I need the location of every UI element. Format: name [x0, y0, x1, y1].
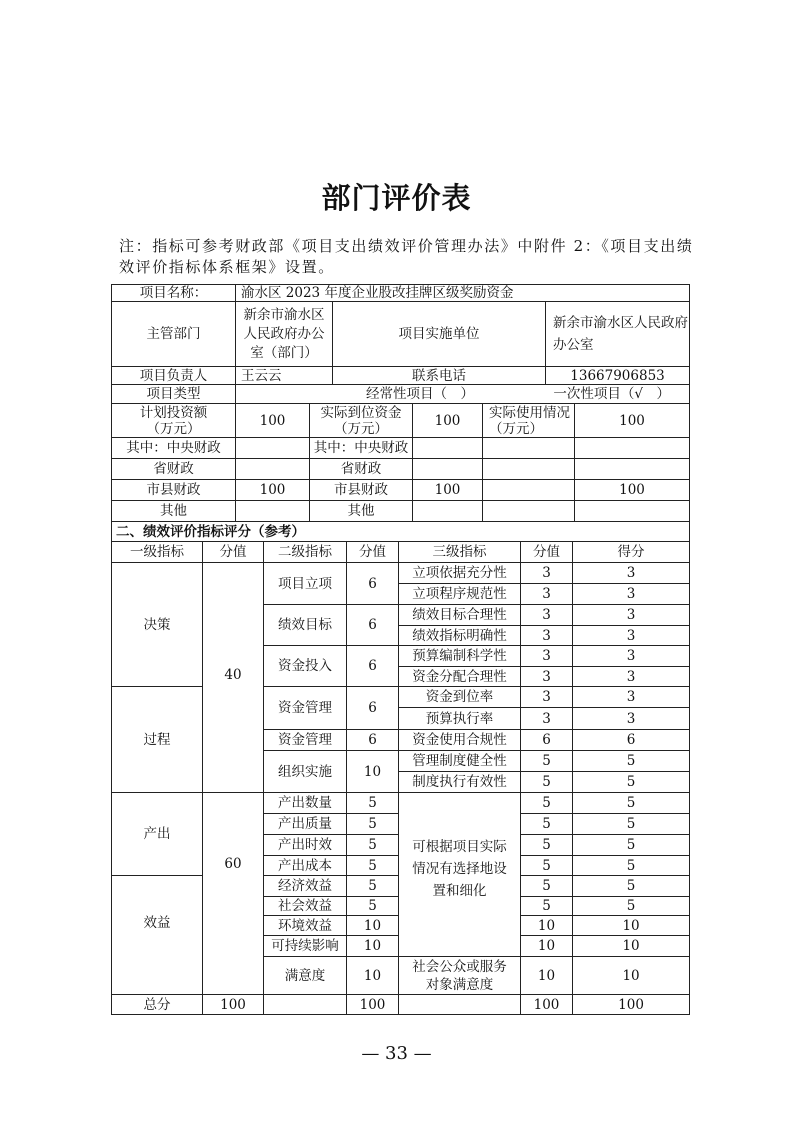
funding-label: 省财政	[310, 459, 413, 480]
funding-value: 100	[236, 480, 310, 501]
type-regular: 经常性项目（ ）	[366, 386, 474, 402]
level3-name: 资金分配合理性	[399, 667, 521, 687]
level3-name: 资金使用合规性	[399, 730, 521, 751]
level2-score: 6	[347, 605, 399, 646]
level3-score: 6	[521, 730, 573, 751]
level2-name: 满意度	[264, 957, 347, 995]
level1-benefit: 效益	[112, 876, 203, 995]
level3-got: 5	[573, 751, 690, 772]
level3-score: 10	[521, 957, 573, 995]
used-value: 100	[575, 404, 690, 438]
level3-score: 3	[521, 687, 573, 708]
level1-decision: 决策	[112, 563, 203, 687]
dept-value: 新余市渝水区人民政府办公室（部门）	[236, 302, 333, 367]
level3-score: 3	[521, 626, 573, 646]
level2-score: 5	[347, 856, 399, 876]
level2-name: 产出质量	[264, 814, 347, 835]
level3-got: 5	[573, 876, 690, 897]
level3-got: 3	[573, 687, 690, 708]
level2-name: 产出数量	[264, 793, 347, 814]
level3-got: 3	[573, 708, 690, 730]
level3-got: 3	[573, 667, 690, 687]
funding-value	[575, 438, 690, 459]
funding-value: 100	[575, 480, 690, 501]
level2-score: 10	[347, 936, 399, 957]
header-cell: 分值	[347, 542, 399, 563]
level2-name: 资金管理	[264, 730, 347, 751]
level3-got: 3	[573, 605, 690, 626]
funding-label: 其他	[112, 501, 236, 522]
funding-label: 其中：中央财政	[112, 438, 236, 459]
level2-score: 5	[347, 897, 399, 916]
level2-score: 6	[347, 730, 399, 751]
page-title: 部门评价表	[321, 181, 472, 215]
level3-got: 3	[573, 626, 690, 646]
level3-score: 3	[521, 646, 573, 667]
funding-row	[112, 501, 690, 522]
level2-score: 6	[347, 646, 399, 687]
level2-name: 产出时效	[264, 835, 347, 856]
funding-value	[483, 438, 575, 459]
level3-score: 3	[521, 563, 573, 584]
level2-name: 资金管理	[264, 687, 347, 730]
level3-score: 5	[521, 793, 573, 814]
level1-output: 产出	[112, 793, 203, 876]
level3-got: 3	[573, 584, 690, 605]
total-label: 总分	[112, 995, 203, 1015]
funding-row	[112, 438, 690, 459]
funding-row	[112, 459, 690, 480]
level3-got: 3	[573, 563, 690, 584]
level3-got: 5	[573, 772, 690, 793]
level3-got: 10	[573, 957, 690, 995]
level3-got: 5	[573, 814, 690, 835]
level3-score: 10	[521, 916, 573, 936]
total-value	[264, 995, 347, 1015]
level3-got: 5	[573, 897, 690, 916]
level2-name: 产出成本	[264, 856, 347, 876]
funding-value	[575, 459, 690, 480]
project-name-label: 项目名称：	[112, 285, 236, 302]
type-label: 项目类型	[112, 385, 236, 404]
section-title: 二、绩效评价指标评分（参考）	[112, 522, 690, 542]
phone-label: 联系电话	[333, 367, 546, 385]
level3-score: 5	[521, 856, 573, 876]
level3-got: 10	[573, 916, 690, 936]
type-value	[236, 385, 690, 404]
level3-name: 资金到位率	[399, 687, 521, 708]
header-cell: 三级指标	[399, 542, 521, 563]
level1-score-40: 40	[203, 563, 264, 793]
header-cell: 分值	[521, 542, 573, 563]
level3-score: 5	[521, 772, 573, 793]
level1-process: 过程	[112, 687, 203, 793]
level3-score: 5	[521, 876, 573, 897]
level2-score: 10	[347, 751, 399, 793]
level2-score: 5	[347, 793, 399, 814]
funding-label: 市县财政	[310, 480, 413, 501]
level3-name: 预算执行率	[399, 708, 521, 730]
funding-value: 100	[413, 480, 483, 501]
level3-name: 社会公众或服务对象满意度	[399, 957, 521, 995]
project-name-value: 渝水区 2023 年度企业股改挂牌区级奖励资金	[236, 285, 690, 302]
funding-value	[483, 480, 575, 501]
funding-value	[413, 501, 483, 522]
header-cell: 分值	[203, 542, 264, 563]
level2-score: 5	[347, 814, 399, 835]
note-text: 注：指标可参考财政部《项目支出绩效评价管理办法》中附件 2：《项目支出绩效评价指标体系框架》设置。	[119, 237, 694, 276]
level2-score: 10	[347, 916, 399, 936]
funding-row	[112, 480, 690, 501]
plan-value: 100	[236, 404, 310, 438]
impl-value: 新余市渝水区人民政府办公室	[546, 302, 690, 367]
score-table	[111, 521, 690, 1015]
dept-label: 主管部门	[112, 302, 236, 367]
actual-value: 100	[413, 404, 483, 438]
actual-label: 实际到位资金（万元）	[310, 404, 413, 438]
level3-name: 制度执行有效性	[399, 772, 521, 793]
level3-name: 绩效目标合理性	[399, 605, 521, 626]
level2-name: 绩效目标	[264, 605, 347, 646]
total-value: 100	[521, 995, 573, 1015]
funding-value	[236, 459, 310, 480]
level3-got: 5	[573, 835, 690, 856]
total-row	[112, 995, 690, 1015]
leader-label: 项目负责人	[112, 367, 236, 385]
level2-score: 10	[347, 957, 399, 995]
level2-score: 6	[347, 563, 399, 605]
funding-value	[575, 501, 690, 522]
level3-score: 3	[521, 605, 573, 626]
funding-value	[413, 459, 483, 480]
level3-score: 3	[521, 584, 573, 605]
level3-score: 5	[521, 835, 573, 856]
level2-score: 5	[347, 835, 399, 856]
funding-label: 省财政	[112, 459, 236, 480]
level3-name: 预算编制科学性	[399, 646, 521, 667]
level2-score: 5	[347, 876, 399, 897]
funding-label: 其他	[310, 501, 413, 522]
level3-score: 5	[521, 897, 573, 916]
level2-name: 组织实施	[264, 751, 347, 793]
header-cell: 二级指标	[264, 542, 347, 563]
phone-value: 13667906853	[546, 367, 690, 385]
funding-table	[111, 403, 690, 522]
level3-score: 3	[521, 667, 573, 687]
project-info-table	[111, 284, 690, 404]
total-value	[399, 995, 521, 1015]
level3-got: 5	[573, 793, 690, 814]
level3-score: 5	[521, 814, 573, 835]
header-cell: 一级指标	[112, 542, 203, 563]
level2-name: 资金投入	[264, 646, 347, 687]
output-note: 可根据项目实际情况有选择地设置和细化	[399, 793, 521, 957]
level2-name: 经济效益	[264, 876, 347, 897]
level2-name: 环境效益	[264, 916, 347, 936]
funding-value	[236, 501, 310, 522]
header-cell: 得分	[573, 542, 690, 563]
plan-label: 计划投资额（万元）	[112, 404, 236, 438]
level3-got: 6	[573, 730, 690, 751]
total-value: 100	[347, 995, 399, 1015]
level3-score: 5	[521, 751, 573, 772]
level1-score-60: 60	[203, 793, 264, 995]
total-value: 100	[573, 995, 690, 1015]
funding-value	[483, 459, 575, 480]
funding-value	[413, 438, 483, 459]
funding-value	[236, 438, 310, 459]
level2-name: 项目立项	[264, 563, 347, 605]
level3-name: 立项程序规范性	[399, 584, 521, 605]
level2-name: 可持续影响	[264, 936, 347, 957]
level3-score: 10	[521, 936, 573, 957]
used-label: 实际使用情况（万元）	[483, 404, 575, 438]
level3-score: 3	[521, 708, 573, 730]
page-number: — 33 —	[361, 1043, 432, 1064]
funding-value	[483, 501, 575, 522]
type-onetime: 一次性项目（√ ）	[553, 386, 670, 402]
level3-got: 10	[573, 936, 690, 957]
level3-got: 5	[573, 856, 690, 876]
impl-label: 项目实施单位	[333, 302, 546, 367]
total-value: 100	[203, 995, 264, 1015]
level3-name: 立项依据充分性	[399, 563, 521, 584]
level2-name: 社会效益	[264, 897, 347, 916]
level2-score: 6	[347, 687, 399, 730]
leader-value: 王云云	[236, 367, 333, 385]
level3-name: 管理制度健全性	[399, 751, 521, 772]
level3-got: 3	[573, 646, 690, 667]
funding-label: 其中：中央财政	[310, 438, 413, 459]
level3-name: 绩效指标明确性	[399, 626, 521, 646]
funding-label: 市县财政	[112, 480, 236, 501]
score-header-row	[112, 542, 690, 563]
